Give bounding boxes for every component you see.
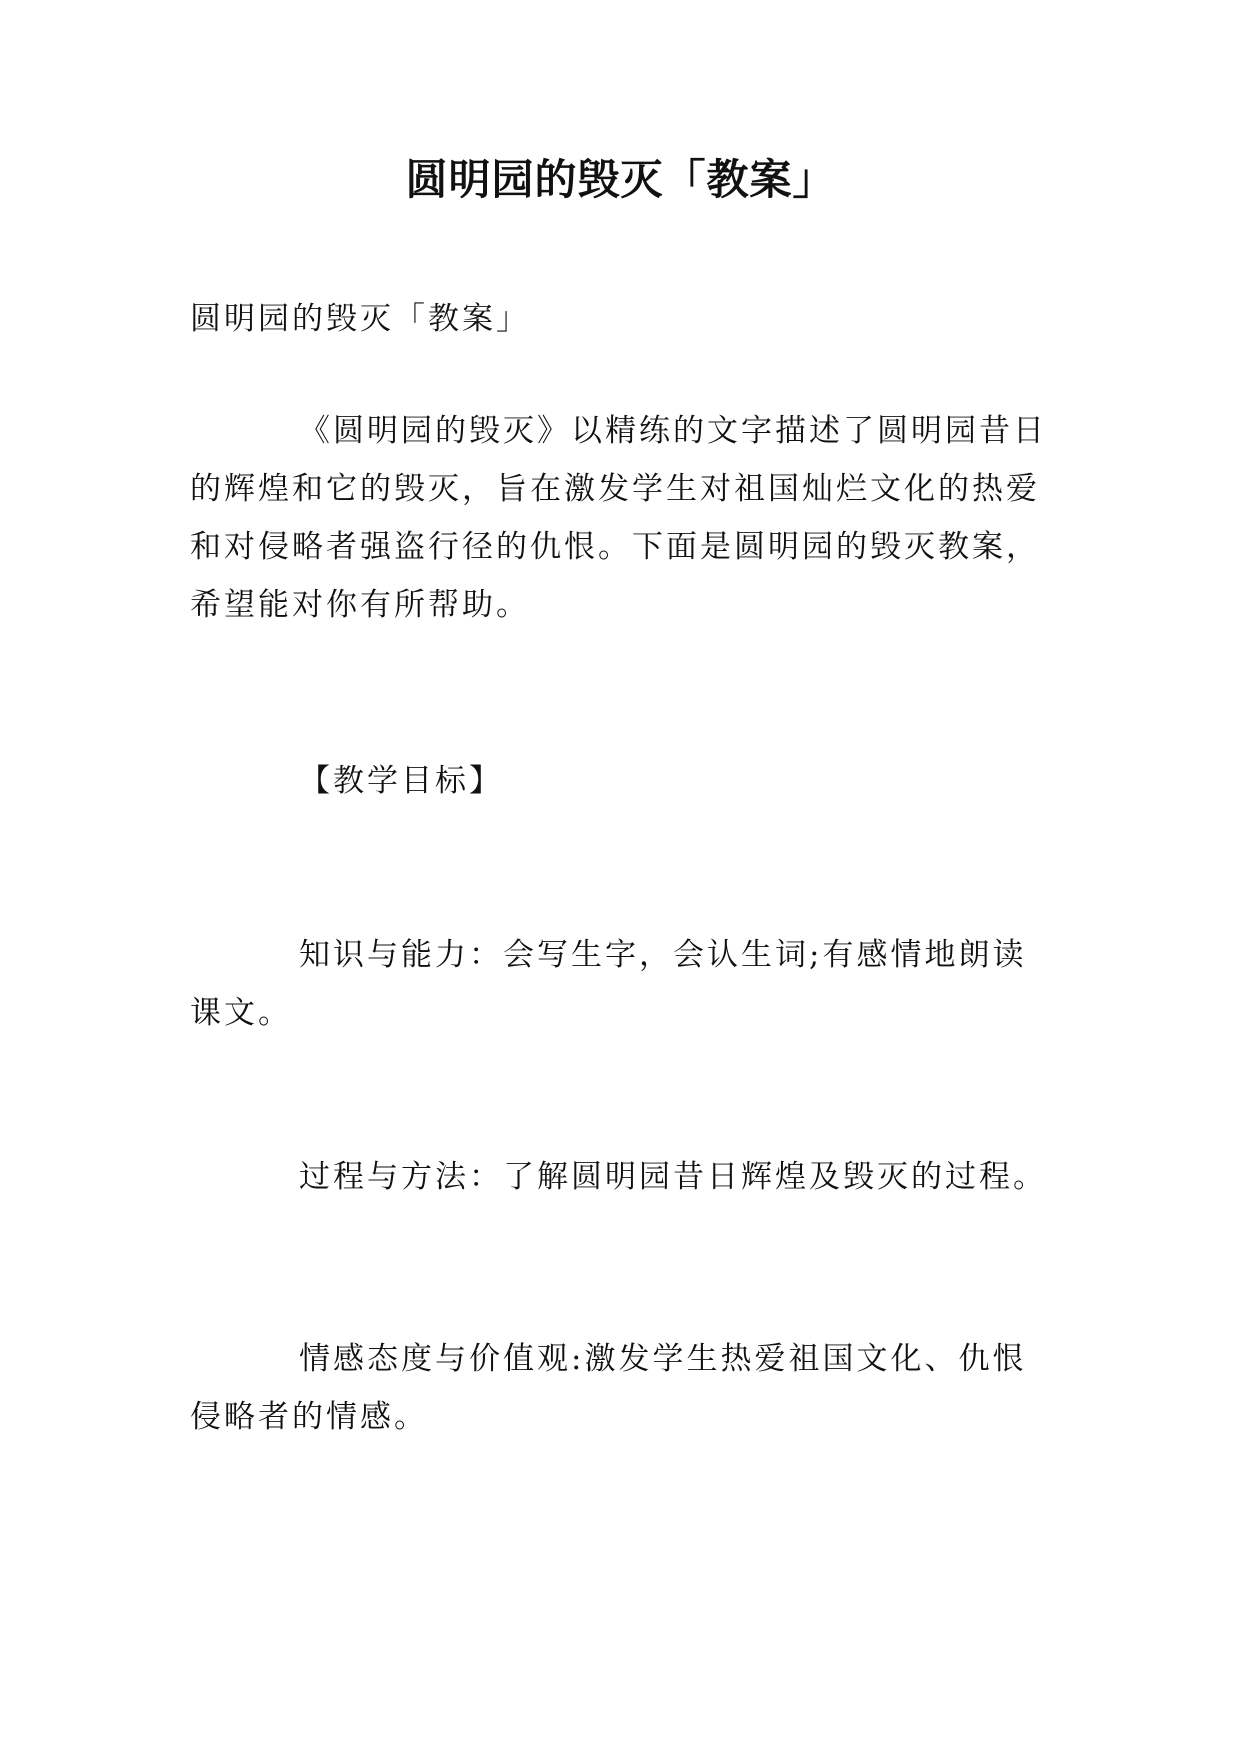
document-title: 圆明园的毁灭「教案」 [405,155,836,204]
objective-process-method: 过程与方法：了解圆明园昔日辉煌及毁灭的过程。 [299,1159,1047,1195]
section-heading-teaching-goals: 【教学目标】 [299,763,503,799]
document-subtitle: 圆明园的毁灭「教案」 [190,301,530,337]
objective-emotion-values: 情感态度与价值观:激发学生热爱祖国文化、仇恨侵略者的情感。 [190,1341,1027,1435]
intro-paragraph: 《圆明园的毁灭》以精练的文字描述了圆明园昔日的辉煌和它的毁灭，旨在激发学生对祖国灿烂文化的热爱和对侵略者强盗行径的仇恨。下面是圆明园的毁灭教案，希望能对你有所帮助。 [190,413,1047,623]
objective-knowledge-ability: 知识与能力：会写生字，会认生词;有感情地朗读课文。 [190,937,1027,1031]
